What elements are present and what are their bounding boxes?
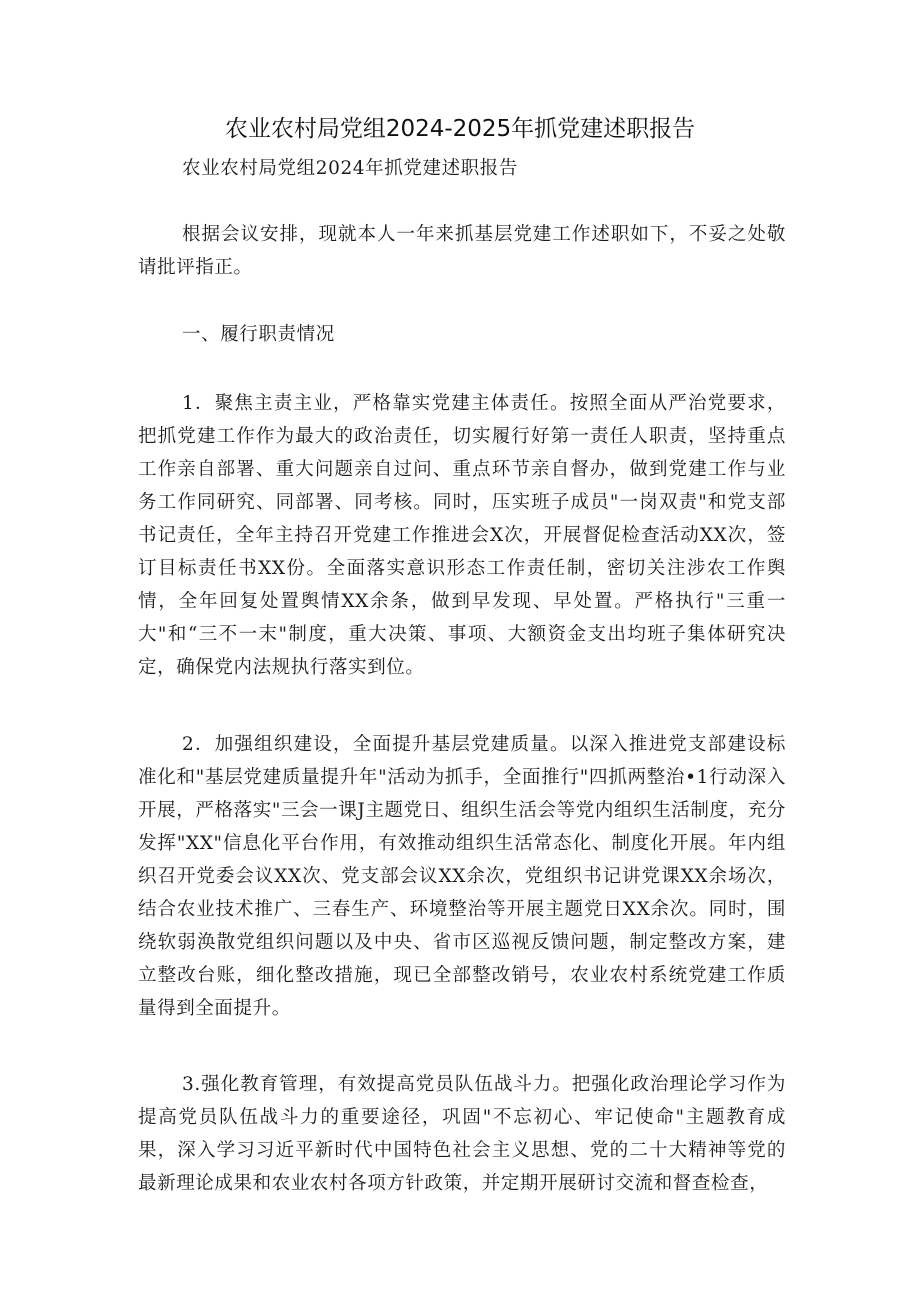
paragraph-1: 1．聚焦主责主业，严格靠实党建主体责任。按照全面从严治党要求，把抓党建工作作为最大的政治责任，切实履行好第一责任人职责，坚持重点工作亲自部署、重大问题亲自过问、重点环节亲自督办，做到党建工作与业务工作同研究、同部署、同考核。同时，压实班子成员"一岗双责"和党支部书记责任，全年主持召开党建工作推进会X次，开展督促检查活动XX次，签订目标责任书XX份。全面落实意识形态工作责任制，密切关注涉农工作舆情，全年回复处置舆情XX余条，做到早发现、早处置。严格执行"三重一大"和“三不一末"制度，重大决策、事项、大额资金支出均班子集体研究决定，确保党内法规执行落实到位。 [138,393,786,678]
intro-paragraph: 根据会议安排，现就本人一年来抓基层党建工作述职如下，不妥之处敬请批评指正。 [138,224,786,278]
paragraph-2: 2．加强组织建设，全面提升基层党建质量。以深入推进党支部建设标准化和"基层党建质量提升年"活动为抓手，全面推行"四抓两整治•1行动深入开展，严格落实"三会一课J主题党日、组织生活会等党内组织生活制度，充分发挥"XX"信息化平台作用，有效推动组织生活常态化、制度化开展。年内组织召开党委会议XX次、党支部会议XX余次，党组织书记讲党课XX余场次，结合农业技术推广、三春生产、环境整治等开展主题党日XX余次。同时，围绕软弱涣散党组织问题以及中央、省市区巡视反馈问题，制定整改方案，建立整改台账，细化整改措施，现已全部整改销号，农业农村系统党建工作质量得到全面提升。 [138,734,786,1019]
paragraph-3: 3.强化教育管理，有效提高党员队伍战斗力。把强化政治理论学习作为提高党员队伍战斗力的重要途径，巩固"不忘初心、牢记使命"主题教育成果，深入学习习近平新时代中国特色社会主义思想、党的二十大精神等党的最新理论成果和农业农村各项方针政策，并定期开展研讨交流和督查检查， [138,1074,786,1194]
section-heading: 一、履行职责情况 [182,324,335,345]
document-title: 农业农村局党组2024-2025年抓党建述职报告 [224,116,696,142]
document-subtitle: 农业农村局党组2024年抓党建述职报告 [182,158,518,179]
